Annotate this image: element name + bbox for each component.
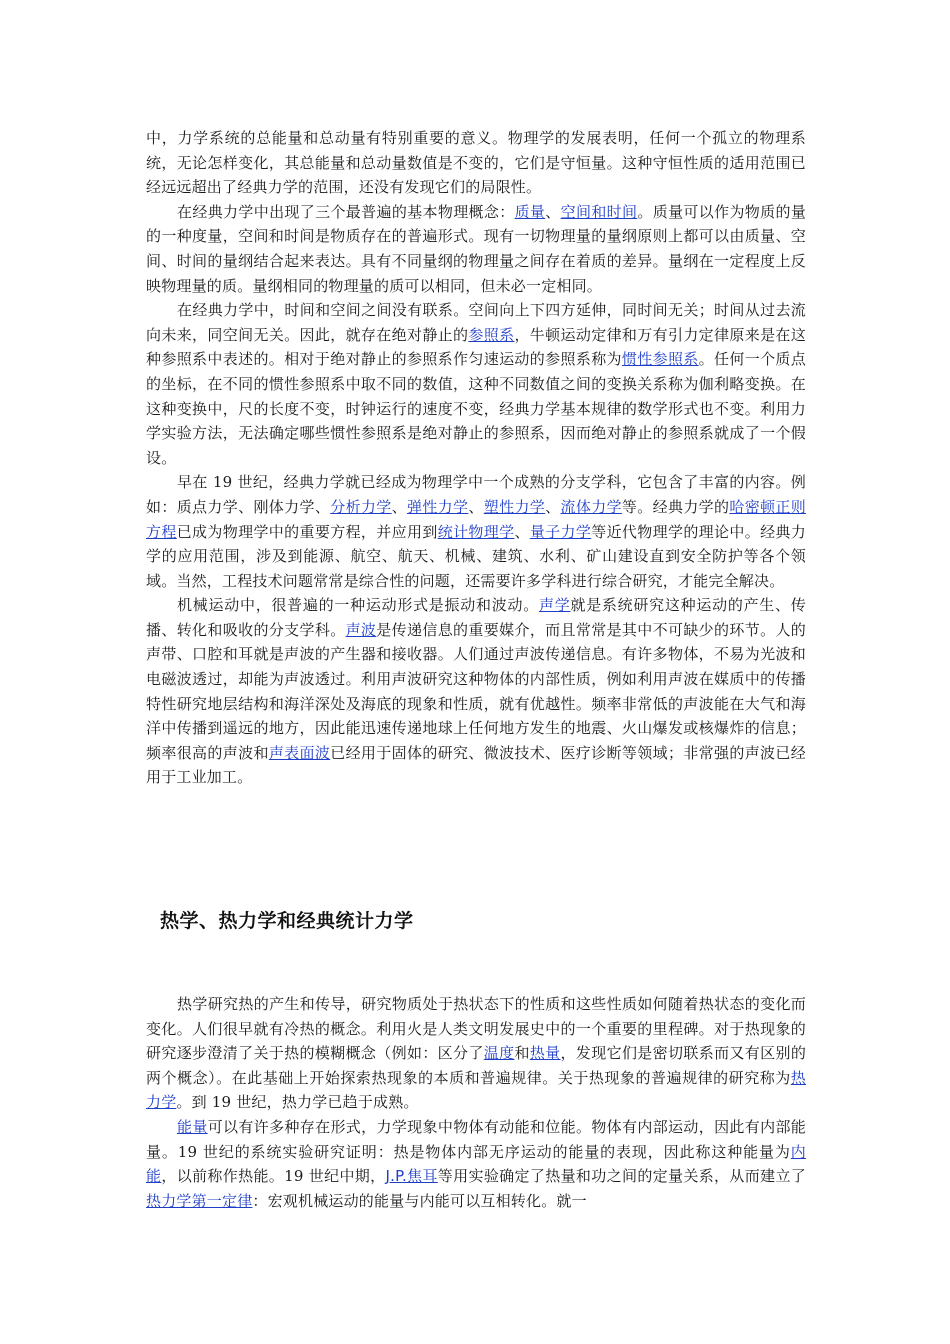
- link-fluid-mechanics[interactable]: 流体力学: [560, 497, 622, 516]
- link-statistical-physics[interactable]: 统计物理学: [437, 522, 515, 541]
- text-run: 热学研究热的产生和传导，研究物质处于热状态下的性质和这些性质如何随着热状态的变化而变化。人们很早就有冷热的概念。利用火是人类文明发展史中的一个重要的里程碑。对于热现象的研究逐步澄清了关于热的模糊概念（例如：区分了: [146, 995, 806, 1063]
- paragraph-heat-intro: [146, 992, 806, 1115]
- link-analytical-mechanics[interactable]: 分析力学: [330, 497, 392, 516]
- section-thermodynamics: [146, 992, 806, 1213]
- text-run: 已经用于固体的研究、微波技术、医疗诊断等领域；非常强的声波已经用于工业加工。: [146, 743, 806, 787]
- text-run: ，发现它们是密切联系而又有区别的两个概念）。在此基础上开始探索热现象的本质和普遍规律。关于热现象的普遍规律的研究称为: [146, 1044, 807, 1087]
- text-run: 、: [514, 522, 530, 541]
- paragraph-reference-frames: [146, 298, 806, 470]
- text-run: 等。经典力学的: [621, 497, 730, 516]
- text-run: ：宏观机械运动的能量与内能可以互相转化。就一: [252, 1191, 587, 1210]
- link-heat-quantity[interactable]: 热量: [529, 1044, 561, 1063]
- paragraph-energy: [146, 1115, 806, 1213]
- text-run: 。质量可以作为物质的量的一种度量，空间和时间是物质存在的普遍形式。现有一切物理量的量纲原则上都可以由质量、空间、时间的量纲结合起来表达。具有不同量纲的物理量之间存在着质的差异。量纲在一定程度上反映物理量的质。量纲相同的物理量的质可以相同，但未必一定相同。: [146, 202, 807, 295]
- text-run: 可以有许多种存在形式，力学现象中物体有动能和位能。物体有内部运动，因此有内部能量。19 世纪的系统实验研究证明：热是物体内部无序运动的能量的表现，因此称这种能量为: [146, 1117, 806, 1161]
- text-run: 在经典力学中出现了三个最普遍的基本物理概念：: [177, 202, 515, 221]
- text-run: 是传递信息的重要媒介，而且常常是其中不可缺少的环节。人的声带、口腔和耳就是声波的产生器和接收器。人们通过声波传递信息。有许多物体，不易为光波和电磁波透过，却能为声波透过。利用声波研究这种物体的内部性质，例如利用声波在媒质中的传播特性研究地层结构和海洋深处及海底的现象和性质，就有优越性。频率非常低的声波能在大气和海洋中传播到遥远的地方，因此能迅速传递地球上任何地方发生的地震、火山爆发或核爆炸的信息；频率很高的声波和: [146, 620, 806, 762]
- link-elasticity[interactable]: 弹性力学: [406, 497, 469, 516]
- text-run: 和: [514, 1044, 530, 1063]
- text-run: 早在 19 世纪，经典力学就已经成为物理学中一个成熟的分支学科，它包含了丰富的内容。例如：质点力学、刚体力学、: [146, 473, 806, 516]
- text-run: 就是系统研究这种运动的产生、传播、转化和吸收的分支学科。: [146, 596, 806, 639]
- text-run: 在经典力学中，时间和空间之间没有联系。空间向上下四方延伸，同时间无关；时间从过去流向未来，同空间无关。因此，就存在绝对静止的: [146, 301, 806, 344]
- link-thermodynamics[interactable]: 热力学: [146, 1068, 806, 1112]
- text-run: 、: [545, 497, 561, 516]
- link-reference-frame[interactable]: 参照系: [468, 325, 515, 344]
- text-run: ，牛顿运动定律和万有引力定律原来是在这种参照系中表述的。相对于绝对静止的参照系作匀速运动的参照系称为: [146, 325, 806, 369]
- text-run: 、: [545, 202, 561, 221]
- link-space-time[interactable]: 空间和时间: [560, 202, 638, 221]
- link-temperature[interactable]: 温度: [483, 1044, 515, 1063]
- text-run: 等用实验确定了热量和功之间的定量关系，从而建立了: [437, 1167, 806, 1186]
- paragraph-basic-concepts: [146, 200, 806, 298]
- link-quantum-mechanics[interactable]: 量子力学: [529, 522, 592, 541]
- text-run: 、: [391, 497, 407, 516]
- text-run: 等近代物理学的理论中。经典力学的应用范围，涉及到能源、航空、航天、机械、建筑、水利、矿山建设直到安全防护等各个领域。当然，工程技术问题常常是综合性的问题，还需要许多学科进行综合研究，才能完全解决。: [146, 522, 806, 590]
- link-hamilton-equations[interactable]: 哈密顿正则方程: [146, 497, 806, 541]
- link-mass[interactable]: 质量: [514, 202, 546, 221]
- section-heading-thermodynamics: 热学、热力学和经典统计力学: [160, 910, 414, 932]
- text-run: 、: [468, 497, 484, 516]
- text-run: 已成为物理学中的重要方程，并应用到: [176, 522, 438, 541]
- paragraph-branches: [146, 470, 806, 593]
- text-run: 。任何一个质点的坐标，在不同的惯性参照系中取不同的数值，这种不同数值之间的变换关系称为伽利略变换。在这种变换中，尺的长度不变，时钟运行的速度不变，经典力学基本规律的数学形式也不变。利用力学实验方法，无法确定哪些惯性参照系是绝对静止的参照系，因而绝对静止的参照系就成了一个假设。: [146, 350, 806, 467]
- text-run: 。到 19 世纪，热力学已趋于成熟。: [176, 1093, 419, 1112]
- section-classical-mechanics: [146, 126, 806, 790]
- paragraph-conservation: 中，力学系统的总能量和总动量有特别重要的意义。物理学的发展表明，任何一个孤立的物理系统，无论怎样变化，其总能量和总动量数值是不变的，它们是守恒量。这种守恒性质的适用范围已经远远超出了经典力学的范围，还没有发现它们的局限性。: [146, 129, 806, 197]
- link-energy[interactable]: 能量: [177, 1117, 208, 1136]
- link-acoustics[interactable]: 声学: [538, 596, 571, 615]
- text-run: ，以前称作热能。19 世纪中期，: [161, 1167, 386, 1186]
- paragraph-acoustics: [146, 593, 806, 790]
- text-run: 机械运动中，很普遍的一种运动形式是振动和波动。: [177, 596, 539, 615]
- link-surface-acoustic-wave[interactable]: 声表面波: [268, 743, 331, 762]
- link-joule[interactable]: J.P.焦耳: [385, 1167, 438, 1186]
- link-internal-energy[interactable]: 内能: [146, 1142, 806, 1186]
- link-first-law[interactable]: 热力学第一定律: [146, 1191, 253, 1210]
- link-inertial-frame[interactable]: 惯性参照系: [621, 350, 699, 369]
- link-plasticity[interactable]: 塑性力学: [483, 497, 546, 516]
- link-sound-wave[interactable]: 声波: [345, 620, 377, 639]
